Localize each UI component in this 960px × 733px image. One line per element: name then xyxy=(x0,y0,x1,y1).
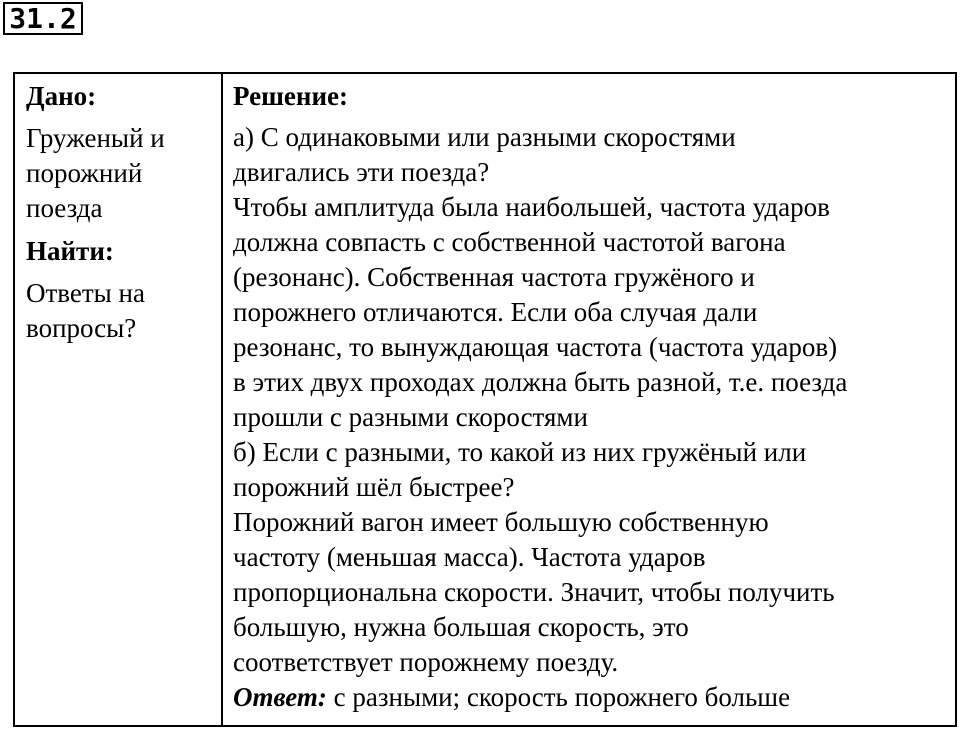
find-text xyxy=(26,276,221,346)
answer-label: Ответ: xyxy=(233,682,327,712)
solution-line: Порожний вагон имеет большую собственную xyxy=(233,507,769,537)
solution-line: порожнего отличаются. Если оба случая дали xyxy=(233,297,758,327)
find-line: Ответы на xyxy=(26,278,145,308)
answer-line xyxy=(233,680,955,715)
solution-line: резонанс, то вынуждающая частота (частота ударов) xyxy=(233,332,838,362)
given-line: порожний xyxy=(26,158,143,188)
find-line: вопросы? xyxy=(26,313,137,343)
answer-text: с разными; скорость порожнего больше xyxy=(326,682,791,712)
solution-table xyxy=(13,72,957,727)
solution-line: в этих двух проходах должна быть разной, т.е. поезда xyxy=(233,367,848,397)
find-heading: Найти: xyxy=(26,236,114,266)
solution-line: должна совпасть с собственной частотой вагона xyxy=(233,227,786,257)
solution-heading: Решение: xyxy=(233,81,348,111)
given-text xyxy=(26,121,221,226)
solution-line: (резонанс). Собственная частота гружёного и xyxy=(233,262,755,292)
solution-line: двигались эти поезда? xyxy=(233,157,490,187)
solution-line: частоту (меньшая масса). Частота ударов xyxy=(233,542,706,572)
solution-line: Чтобы амплитуда была наибольшей, частота ударов xyxy=(233,192,830,222)
solution-line: прошли с разными скоростями xyxy=(233,402,588,432)
solution-line: большую, нужна большая скорость, это xyxy=(233,612,689,642)
solution-line: а) С одинаковыми или разными скоростями xyxy=(233,122,736,152)
given-line: Груженый и xyxy=(26,123,165,153)
solution-line: соответствует порожнему поезду. xyxy=(233,647,619,677)
problem-number: 31.2 xyxy=(3,2,83,35)
solution-line: пропорциональна скорости. Значит, чтобы получить xyxy=(233,577,835,607)
solution-line: порожний шёл быстрее? xyxy=(233,472,515,502)
solution-column xyxy=(223,74,955,725)
given-column xyxy=(15,74,223,725)
solution-line: б) Если с разными, то какой из них гружёный или xyxy=(233,437,807,467)
given-heading: Дано: xyxy=(26,81,97,111)
given-line: поезда xyxy=(26,193,103,223)
